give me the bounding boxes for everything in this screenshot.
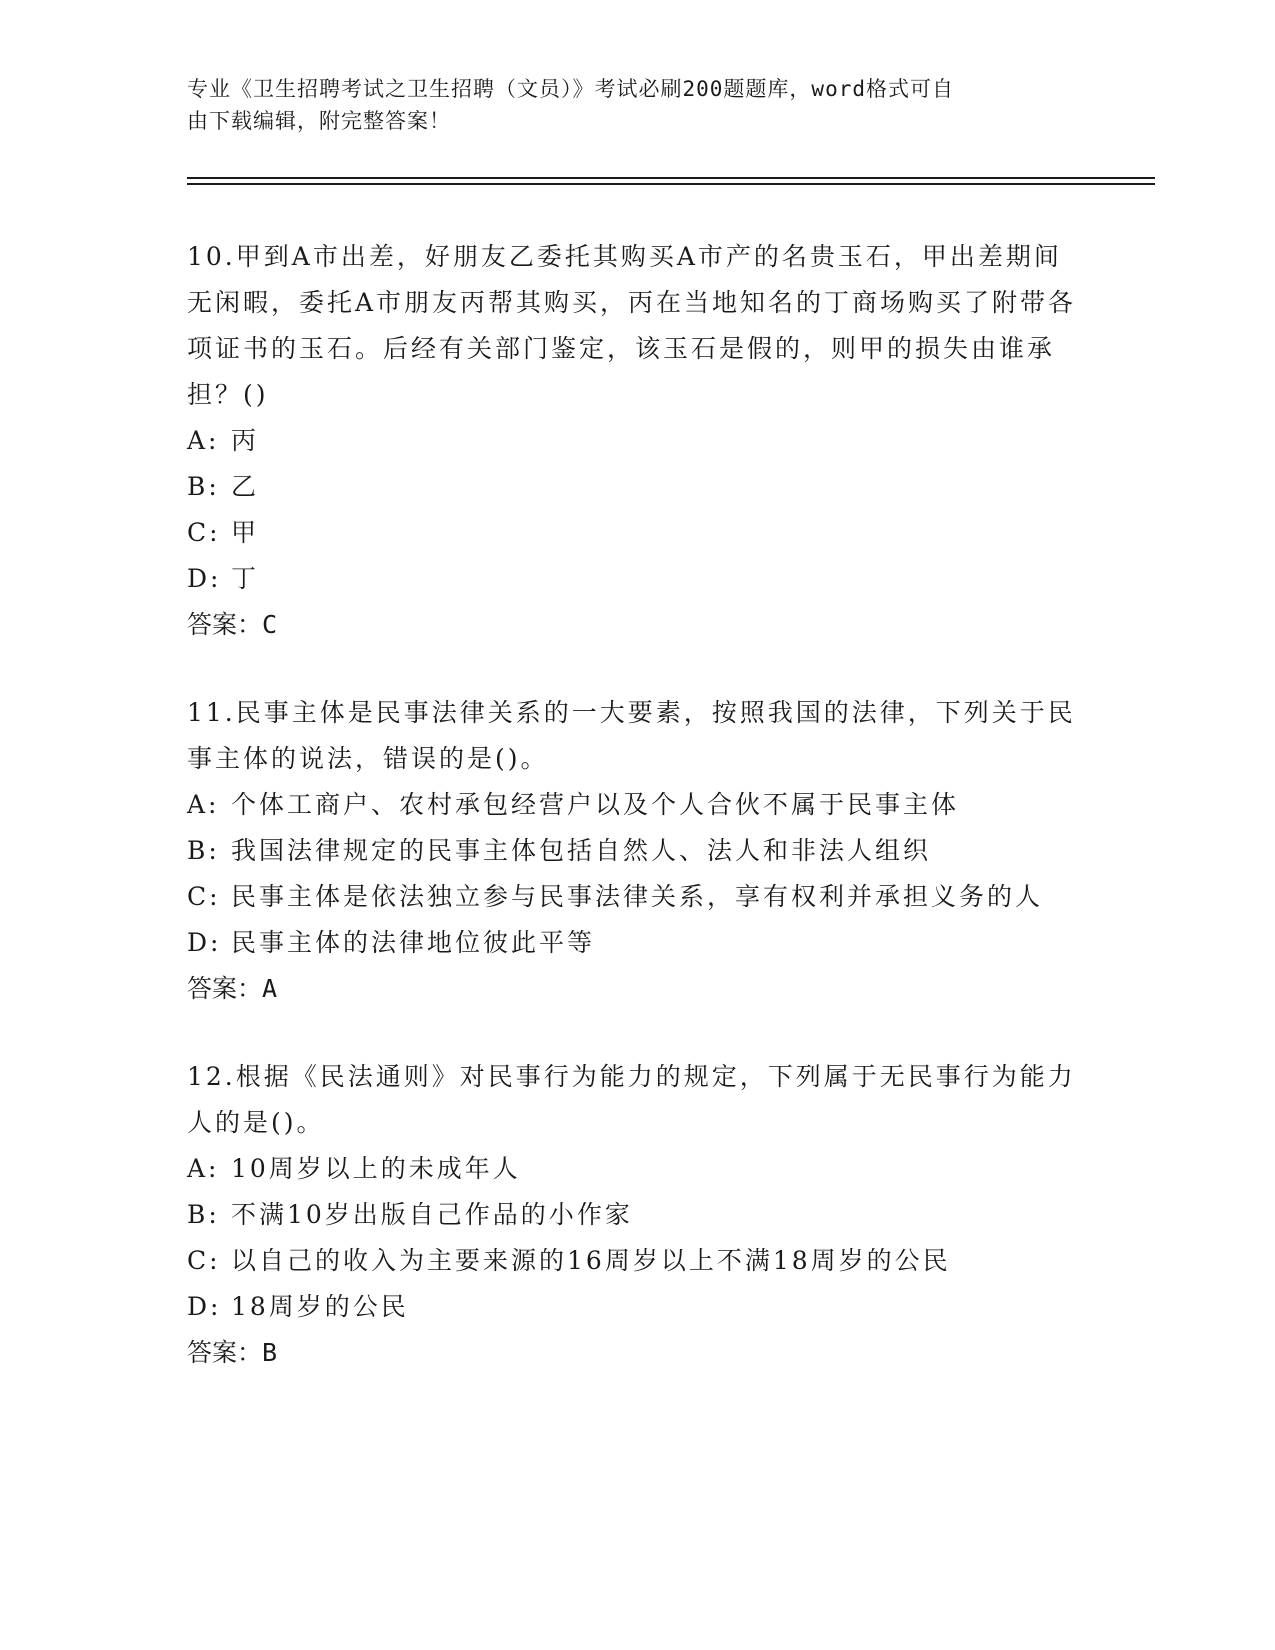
document-header bbox=[187, 73, 1087, 137]
option-text: 丁 bbox=[231, 564, 260, 593]
option-a bbox=[187, 1146, 1087, 1192]
question-stem: 10.甲到A市出差，好朋友乙委托其购买A市产的名贵玉石，甲出差期间无闲暇，委托A市朋友丙帮其购买，丙在当地知名的丁商场购买了附带各项证书的玉石。后经有关部门鉴定，该玉石是假的，则甲的损失由谁承担？() bbox=[187, 242, 1077, 409]
header-divider-bottom bbox=[187, 183, 1155, 185]
question-stem: 12.根据《民法通则》对民事行为能力的规定，下列属于无民事行为能力人的是()。 bbox=[187, 1062, 1076, 1137]
option-text: 甲 bbox=[231, 518, 260, 547]
header-title-line-1: 专业《卫生招聘考试之卫生招聘（文员）》考试必刷200题题库，word格式可自 bbox=[187, 77, 954, 101]
option-letter: B: bbox=[187, 472, 220, 501]
option-b bbox=[187, 464, 1087, 510]
option-text: 不满10岁出版自己作品的小作家 bbox=[231, 1200, 633, 1229]
answer-line: 答案：A bbox=[187, 974, 278, 1003]
option-letter: D: bbox=[187, 1292, 222, 1321]
option-text: 民事主体的法律地位彼此平等 bbox=[231, 928, 596, 957]
option-c bbox=[187, 874, 1087, 920]
question-12 bbox=[187, 1054, 1087, 1376]
option-letter: A: bbox=[187, 1154, 220, 1183]
question-10 bbox=[187, 234, 1087, 648]
option-d bbox=[187, 556, 1087, 602]
option-text: 我国法律规定的民事主体包括自然人、法人和非法人组织 bbox=[231, 836, 932, 865]
option-letter: C: bbox=[187, 882, 221, 911]
option-a bbox=[187, 782, 1087, 828]
option-letter: B: bbox=[187, 836, 220, 865]
option-d bbox=[187, 1284, 1087, 1330]
option-letter: C: bbox=[187, 1246, 221, 1275]
question-stem: 11.民事主体是民事法律关系的一大要素，按照我国的法律，下列关于民事主体的说法，错误的是()。 bbox=[187, 698, 1076, 773]
option-text: 民事主体是依法独立参与民事法律关系，享有权利并承担义务的人 bbox=[231, 882, 1044, 911]
option-letter: D: bbox=[187, 564, 222, 593]
option-d bbox=[187, 920, 1087, 966]
option-c bbox=[187, 1238, 1087, 1284]
header-title-line-2: 由下载编辑，附完整答案！ bbox=[187, 109, 451, 133]
option-letter: B: bbox=[187, 1200, 220, 1229]
option-text: 以自己的收入为主要来源的16周岁以上不满18周岁的公民 bbox=[231, 1246, 951, 1275]
option-letter: A: bbox=[187, 790, 220, 819]
header-divider-top bbox=[187, 177, 1155, 179]
option-text: 18周岁的公民 bbox=[231, 1292, 409, 1321]
option-b bbox=[187, 828, 1087, 874]
question-11 bbox=[187, 690, 1087, 1012]
option-letter: C: bbox=[187, 518, 221, 547]
option-b bbox=[187, 1192, 1087, 1238]
option-text: 个体工商户、农村承包经营户以及个人合伙不属于民事主体 bbox=[231, 790, 960, 819]
option-a bbox=[187, 418, 1087, 464]
option-letter: D: bbox=[187, 928, 222, 957]
option-c bbox=[187, 510, 1087, 556]
answer-line: 答案：C bbox=[187, 610, 278, 639]
option-text: 10周岁以上的未成年人 bbox=[231, 1154, 521, 1183]
answer-line: 答案：B bbox=[187, 1338, 278, 1367]
option-text: 乙 bbox=[231, 472, 260, 501]
option-letter: A: bbox=[187, 426, 220, 455]
option-text: 丙 bbox=[231, 426, 260, 455]
